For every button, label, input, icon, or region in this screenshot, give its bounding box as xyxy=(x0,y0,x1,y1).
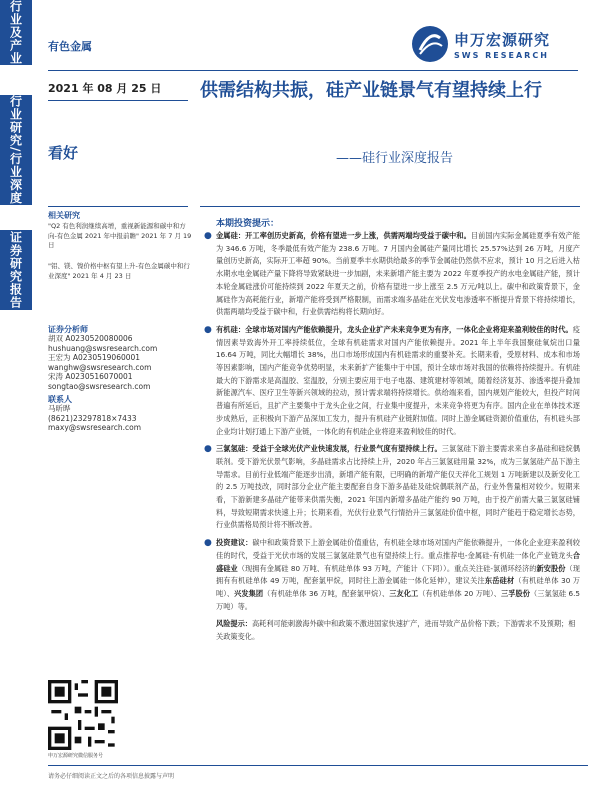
qr-code-caption: 申万宏源研究微信服务号 xyxy=(48,753,104,759)
sidebar-tag-securities-text: 证券研究报告 xyxy=(8,231,23,309)
summary-paragraph-investment xyxy=(203,537,580,613)
related-research-heading: 相关研究 xyxy=(48,211,80,220)
content-divider xyxy=(200,206,580,207)
company-highlight: 兴发集团 xyxy=(234,588,264,598)
left-sidebar xyxy=(0,0,32,800)
contact-heading: 联系人 xyxy=(48,395,72,404)
summary-body xyxy=(203,230,580,644)
industry-rating: 看好 xyxy=(48,144,79,162)
left-divider xyxy=(48,100,188,101)
contact-list xyxy=(48,404,141,433)
summary-paragraph-organic-silicon xyxy=(203,324,580,438)
paragraph-body: 碳中和政策背景下上游金属硅价值重估，有机硅全球市场对国内产能依赖提升，一体化企业迎来盈利较佳的时代，受益于光伏市场的发展三氯氢硅景气也有望持续上行。重点推荐电-金属硅-有机硅一体化产业链龙头 xyxy=(216,538,580,560)
industry-category: 有色金属 xyxy=(48,40,92,53)
sidebar-tag-report-type xyxy=(0,95,32,205)
left-divider xyxy=(48,206,188,207)
bullet-icon: ● xyxy=(204,444,212,455)
summary-heading: 本期投资提示： xyxy=(216,219,280,229)
contact-line: maxy@swsresearch.com xyxy=(48,423,142,433)
logo-mark-icon xyxy=(410,24,450,64)
paragraph-body: （现拥有金属硅 80 万吨、有机硅单体 93 万吨，产能计（下同））。重点关注硅-氯循环经济的 xyxy=(237,563,537,573)
report-title: 供需结构共振，硅产业链景气有望持续上行 xyxy=(200,80,542,101)
sidebar-tag-report-type-text: 行业研究/行业深度 xyxy=(8,95,23,205)
paragraph-lead: 投资建议： xyxy=(216,538,253,548)
summary-paragraph-trichlorosilane xyxy=(203,443,580,532)
footer-divider xyxy=(48,765,588,766)
analyst-line: hushuang@swsresearch.com xyxy=(48,343,158,353)
logo-chinese-name: 申万宏源研究 xyxy=(454,30,551,49)
logo-english-name: SWS RESEARCH xyxy=(454,50,549,60)
sidebar-tag-industry xyxy=(0,0,32,65)
bullet-icon: ● xyxy=(204,538,212,549)
paragraph-body: （有机硅单体 20 万吨）、 xyxy=(418,588,501,598)
analyst-list xyxy=(48,334,157,392)
analyst-line: 王宏为 A0230519060001 xyxy=(48,353,141,363)
paragraph-body: （现拥有有机硅单体 49 万吨，配套氯甲烷，同时往上游金属硅一体化延伸），建议关注 xyxy=(216,563,580,586)
paragraph-body: （三氯氢硅 6.5 万吨）等。 xyxy=(216,588,580,611)
paragraph-body: （有机硅单体 36 万吨，配套氯甲烷）、 xyxy=(263,588,390,598)
contact-line: 马昕晔 xyxy=(48,404,71,413)
paragraph-body: 三氯氢硅下游主要需求来自多晶硅和硅烷偶联剂。受下游光伏景气影响，多晶硅需求占比持续上升，2020 年占三氯氢硅用量 32%，成为三氯氢硅产品下游主导需求。目前行业低端产能逐步出清，新增产能有限，已明确的新增产能仅天祥化工规划 1 万吨新建以及新安化工的 2.5 万吨技改，同时部分企业产能主要配套自身下游多晶硅及硅烷偶联剂产品，行业外售量相对较少。短期来看，下游新建多晶硅产能带来供需失衡，2021 年国内新增多晶硅产能约 90 万吨，由于投产前需大量三氯氢硅铺料，导致短期需求快速上升；长期来看，光伏行业景气行情抬升三氯氢硅价值中枢，同时产能趋于稳定增长态势，行业供需格局预计将不断改善。 xyxy=(216,444,580,530)
paragraph-body: （有机硅单体 30 万吨）、 xyxy=(216,576,580,598)
bullet-icon: ● xyxy=(204,231,212,241)
risk-warning xyxy=(203,618,580,643)
analyst-line: 胡双 A0230520080006 xyxy=(48,334,133,343)
company-highlight: 新安股份 xyxy=(536,563,566,573)
contact-line: (8621)23297818×7433 xyxy=(48,413,137,423)
analysts-heading: 证券分析师 xyxy=(48,325,88,334)
sidebar-tag-industry-text: 行业及产业 xyxy=(8,0,23,65)
analyst-line: wanghw@swsresearch.com xyxy=(48,362,152,372)
company-highlight: 合盛硅业 xyxy=(216,550,580,573)
company-highlight: 三孚股份 xyxy=(500,588,530,598)
risk-lead: 风险提示： xyxy=(216,619,252,629)
footer-disclaimer: 请务必仔细阅读正文之后的各项信息披露与声明 xyxy=(48,773,175,780)
report-date: 2021 年 08 月 25 日 xyxy=(48,82,162,95)
paragraph-body: 目前国内实际金属硅夏季有效产能为 346.6 万吨，冬季最低有效产能为 238.6 万吨。7 月国内金属硅产量同比增长 25.57%达到 26 万吨，月度产量创历史新高，实际开工率超 90%。当前夏季丰水期供给最多的季节金属硅仍然供不应求，预计 10 月之后进入枯水期水电金属硅产量下降将导致紧缺进一步加剧，未来新增产能主要为 2022 年夏季投产的水电金属硅产能，预计本轮金属硅涨价可能持续到 2022 年夏天之前，价格有望进一步上涨至 2.5 万元/吨以上。碳中和政策背景下，金属硅作为高耗能行业，新增产能将受到严格限制，而需求端多晶硅在光伏发电渗透率不断提升背景下将持续增长，供需两端均受益于碳中和，行业供需结构将长期向好。 xyxy=(216,231,580,317)
paragraph-lead: 三氯氢硅：受益于全球光伏产业快速发展，行业景气度有望持续上行。 xyxy=(216,444,442,454)
paragraph-lead: 金属硅：开工率创历史新高，价格有望进一步上涨，供需两端均受益于碳中和。 xyxy=(216,231,471,240)
analyst-line: songtao@swsresearch.com xyxy=(48,381,151,391)
risk-body: 高耗利可能刺激海外碳中和政策不激进国家快速扩产，进而导致产品价格下跌；下游需求不及预期；相关政策变化。 xyxy=(216,619,576,642)
header-divider xyxy=(48,70,578,71)
analyst-line: 宋涛 A0230516070001 xyxy=(48,372,133,382)
paragraph-lead: 有机硅：全球市场对国内产能依赖提升，龙头企业扩产未来竞争更为有序，一体化企业将迎来盈利较佳的时代。 xyxy=(216,324,573,334)
company-highlight: 三友化工 xyxy=(389,588,419,598)
qr-code-icon xyxy=(48,680,118,750)
related-research-item: "铝、镁、镍价格中枢有望上升-有色金属碳中和行业深度" 2021 年 4 月 23 日 xyxy=(48,262,190,280)
report-subtitle: ——硅行业深度报告 xyxy=(336,151,454,166)
company-highlight: 东岳硅材 xyxy=(484,576,515,586)
related-research-item: "Q2 有色利润继续高增，重视新能源和碳中和方向-有色金属 2021 年中报前瞻" 2021 年 7 月 19 日 xyxy=(48,222,192,249)
paragraph-body: 疫情因素导致海外开工率持续低位，全球有机硅需求对国内产能依赖提升。2021 年上半年我国聚硅氧烷出口量 16.64 万吨，同比大幅增长 38%，出口市场形成国内有机硅需求的重要补充。长期来看，受原材料、成本和市场等因素影响，国内产能竞争优势明显，未来新扩产能集中于中国，预计全球市场对我国的依赖将持续提升。有机硅最大的下游需求是高温胶、室温胶，分别主要应用于电子电器、建筑建材等领域，随着经济复苏、渗透率提升叠加新能源汽车、医疗卫生等新兴领域的拉动，预计需求端将持续增长。供给端来看，国内规划产能较大，但投产时间普遍有所延后，且扩产主要集中于龙头企业之间，行业集中度提升，未来竞争将更为有序。国内企业在单体技术逐步成熟后，正积极向下游产品深加工发力，提升有机硅产业链附加值。同时上游金属硅资源价值重估，有机硅头部企业均计划打通上下游产业链，一体化的有机硅企业将迎来盈利较佳的时代。 xyxy=(216,324,580,436)
summary-paragraph-silicon-metal xyxy=(203,230,580,319)
company-logo xyxy=(410,22,580,66)
bullet-icon: ● xyxy=(204,324,212,335)
sidebar-tag-securities xyxy=(0,230,32,310)
